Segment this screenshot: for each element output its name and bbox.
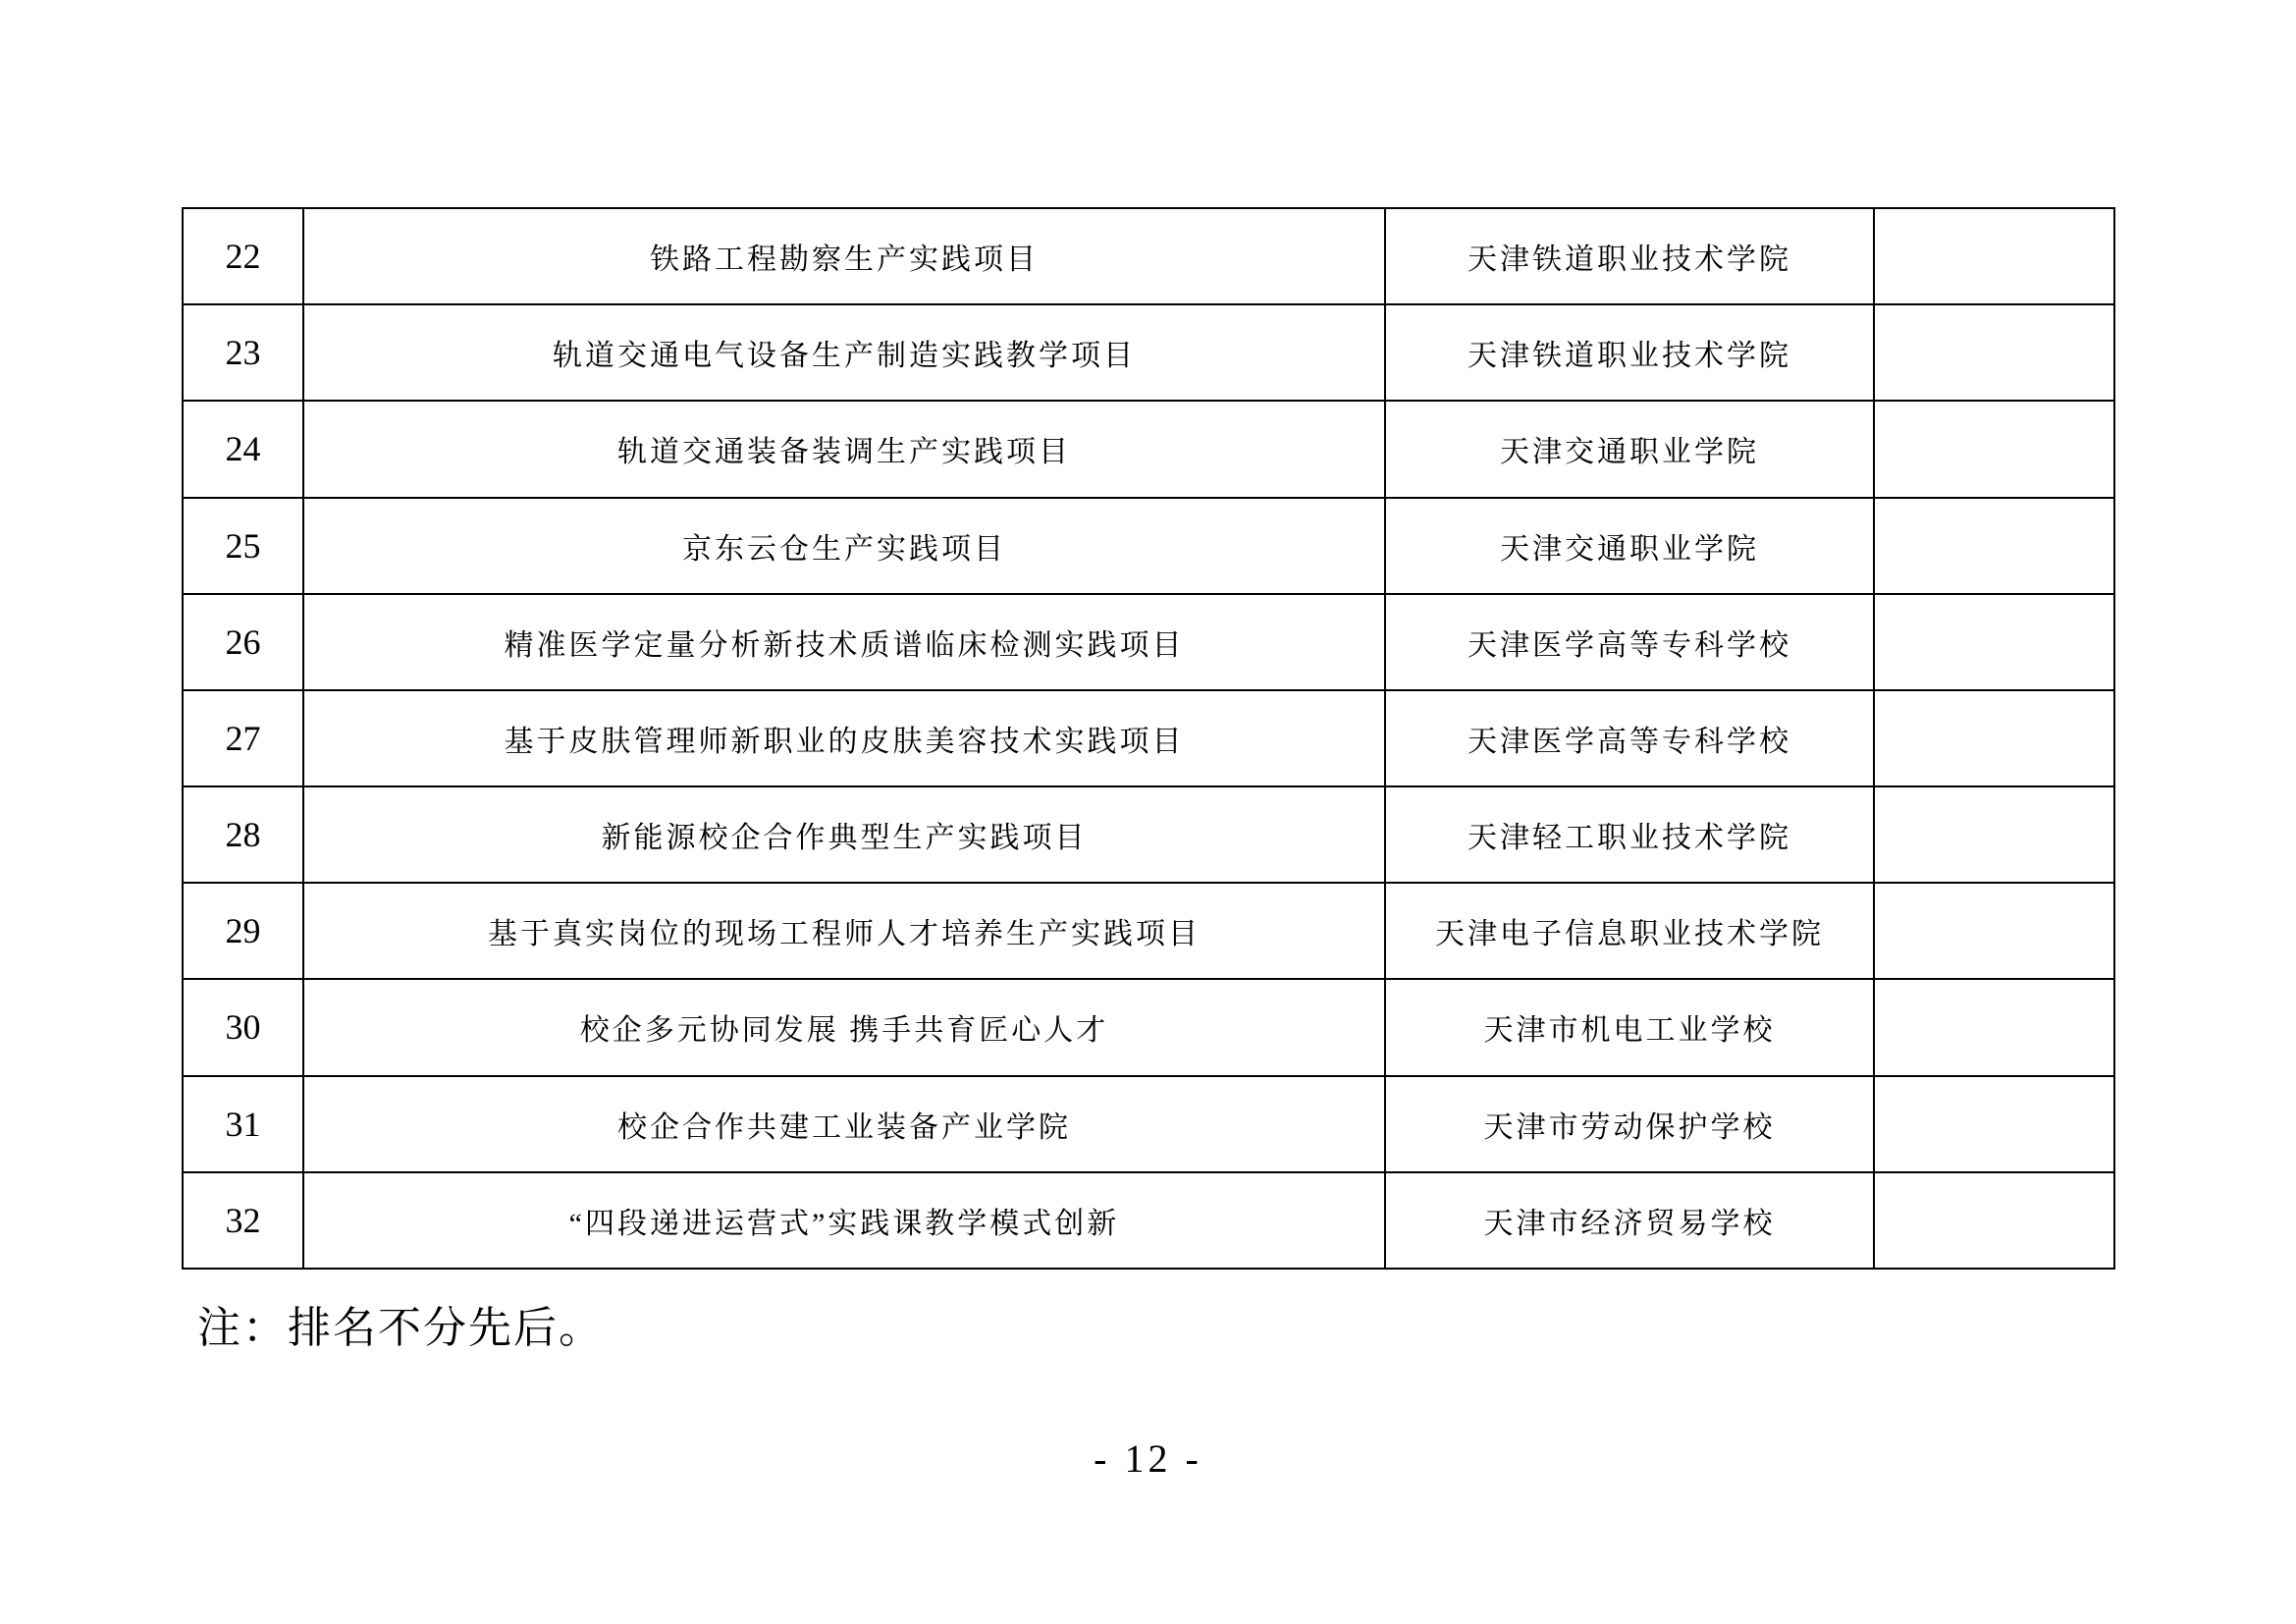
- table-row: [183, 979, 2114, 1075]
- school-name-cell: 天津电子信息职业技术学院: [1385, 883, 1874, 979]
- table-row: [183, 1076, 2114, 1172]
- school-name-cell: 天津铁道职业技术学院: [1385, 208, 1874, 304]
- row-number-cell: 23: [183, 304, 303, 401]
- row-number-cell: 26: [183, 594, 303, 690]
- row-number-cell: 22: [183, 208, 303, 304]
- row-number-cell: 27: [183, 690, 303, 786]
- project-name-cell: 校企多元协同发展 携手共育匠心人才: [303, 979, 1385, 1075]
- school-name-cell: 天津市经济贸易学校: [1385, 1172, 1874, 1269]
- school-name-cell: 天津交通职业学院: [1385, 498, 1874, 594]
- empty-cell: [1874, 304, 2114, 401]
- row-number-cell: 25: [183, 498, 303, 594]
- project-name-cell: 基于真实岗位的现场工程师人才培养生产实践项目: [303, 883, 1385, 979]
- table-row: [183, 208, 2114, 304]
- row-number-cell: 29: [183, 883, 303, 979]
- table-row: [183, 498, 2114, 594]
- table-row: [183, 690, 2114, 786]
- footnote: 注：排名不分先后。: [197, 1304, 604, 1352]
- empty-cell: [1874, 979, 2114, 1075]
- project-name-cell: 新能源校企合作典型生产实践项目: [303, 786, 1385, 883]
- empty-cell: [1874, 401, 2114, 497]
- school-name-cell: 天津交通职业学院: [1385, 401, 1874, 497]
- row-number-cell: 28: [183, 786, 303, 883]
- empty-cell: [1874, 208, 2114, 304]
- empty-cell: [1874, 1172, 2114, 1269]
- table-row: [183, 786, 2114, 883]
- project-name-cell: 基于皮肤管理师新职业的皮肤美容技术实践项目: [303, 690, 1385, 786]
- row-number-cell: 24: [183, 401, 303, 497]
- school-name-cell: 天津轻工职业技术学院: [1385, 786, 1874, 883]
- school-name-cell: 天津市机电工业学校: [1385, 979, 1874, 1075]
- project-name-cell: 轨道交通装备装调生产实践项目: [303, 401, 1385, 497]
- page-number: - 12 -: [1094, 1436, 1202, 1481]
- project-name-cell: “四段递进运营式”实践课教学模式创新: [303, 1172, 1385, 1269]
- table-row: [183, 401, 2114, 497]
- table-row: [183, 594, 2114, 690]
- empty-cell: [1874, 594, 2114, 690]
- school-name-cell: 天津铁道职业技术学院: [1385, 304, 1874, 401]
- projects-table: [182, 207, 2115, 1270]
- project-name-cell: 轨道交通电气设备生产制造实践教学项目: [303, 304, 1385, 401]
- school-name-cell: 天津市劳动保护学校: [1385, 1076, 1874, 1172]
- table-row: [183, 1172, 2114, 1269]
- empty-cell: [1874, 498, 2114, 594]
- empty-cell: [1874, 786, 2114, 883]
- school-name-cell: 天津医学高等专科学校: [1385, 690, 1874, 786]
- table-row: [183, 883, 2114, 979]
- row-number-cell: 32: [183, 1172, 303, 1269]
- table-row: [183, 304, 2114, 401]
- school-name-cell: 天津医学高等专科学校: [1385, 594, 1874, 690]
- empty-cell: [1874, 883, 2114, 979]
- empty-cell: [1874, 1076, 2114, 1172]
- project-name-cell: 京东云仓生产实践项目: [303, 498, 1385, 594]
- empty-cell: [1874, 690, 2114, 786]
- row-number-cell: 31: [183, 1076, 303, 1172]
- project-name-cell: 铁路工程勘察生产实践项目: [303, 208, 1385, 304]
- project-name-cell: 精准医学定量分析新技术质谱临床检测实践项目: [303, 594, 1385, 690]
- project-name-cell: 校企合作共建工业装备产业学院: [303, 1076, 1385, 1172]
- row-number-cell: 30: [183, 979, 303, 1075]
